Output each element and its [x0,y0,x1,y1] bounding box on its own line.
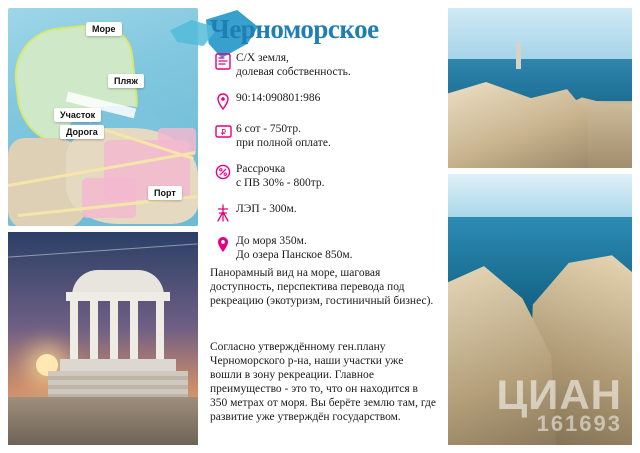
page-title: Черноморское [210,14,379,44]
rotunda-column [90,301,98,359]
feature-line-1: 6 сот - 750тр. [236,123,301,135]
photo-coastal-cliffs-bottom [448,174,632,445]
feature-text [236,92,320,106]
feature-text [236,203,297,217]
photo-powerline-decor [8,243,198,257]
feature-line-1: С/Х земля, [236,52,289,64]
rotunda-column [110,301,118,359]
description-paragraph-2: Согласно утверждённому ген.плану Черноморского р-на, наши участки уже вошли в зону рекреации. Главное преимущество - это то, что он находится в 350 метрах от моря. Вы берёте землю там, где развитие уже утверждён государством. [210,341,436,423]
rotunda-base [60,359,176,371]
feature-item [210,163,438,190]
watermark-id: 161693 [536,411,622,436]
photo-coastal-cliffs-top [448,8,632,168]
location-map [8,8,198,226]
feature-item [210,203,438,222]
map-urban-area-2 [82,178,136,218]
photo-sky [448,174,632,217]
feature-text [236,235,353,262]
power-line-icon [210,203,236,222]
feature-text [236,123,331,150]
svg-text:₽: ₽ [220,128,226,137]
map-marker-icon [210,235,236,253]
ruble-money-icon [210,123,236,139]
feature-text [236,52,351,79]
rotunda-column [156,301,164,359]
photo-sky [448,8,632,59]
feature-line-1: ЛЭП - 300м. [236,203,297,215]
feature-line-1: До моря 350м. [236,235,307,247]
feature-item [210,92,438,110]
feature-item [210,235,438,262]
feature-line-2: долевая собственность. [236,65,351,78]
rotunda-column [130,301,138,359]
percent-clock-icon [210,163,236,180]
feature-item [210,52,438,79]
description-paragraph-1: Панорамный вид на море, шаговая доступность, перспектива перевода под рекреацию (экотуризм, гостиничный бизнес). [210,267,434,307]
map-label-sea: Море [86,22,122,36]
map-label-port: Порт [148,186,182,200]
land-certificate-icon [210,52,236,70]
rotunda-steps [48,371,188,397]
map-label-road: Дорога [60,125,104,139]
feature-line-2: при полной оплате. [236,136,331,149]
features-list [210,52,438,275]
watermark-brand: ЦИАН [496,371,622,418]
feature-line-1: Рассрочка [236,163,286,175]
rotunda-column [70,301,78,359]
map-label-plot: Участок [54,108,101,122]
content-panel [202,0,438,453]
location-pin-icon [210,92,236,110]
photo-lighthouse [516,43,521,69]
feature-item [210,123,438,150]
photo-seaside-rotunda [8,232,198,445]
feature-line-1: 90:14:090801:986 [236,92,321,104]
rotunda-roof [66,292,170,301]
feature-text [236,163,325,190]
feature-line-2: с ПВ 30% - 800тр. [236,176,325,189]
map-label-beach: Пляж [108,74,144,88]
photo-foreground-ground [8,397,198,445]
feature-line-2: До озера Панское 850м. [236,248,353,261]
